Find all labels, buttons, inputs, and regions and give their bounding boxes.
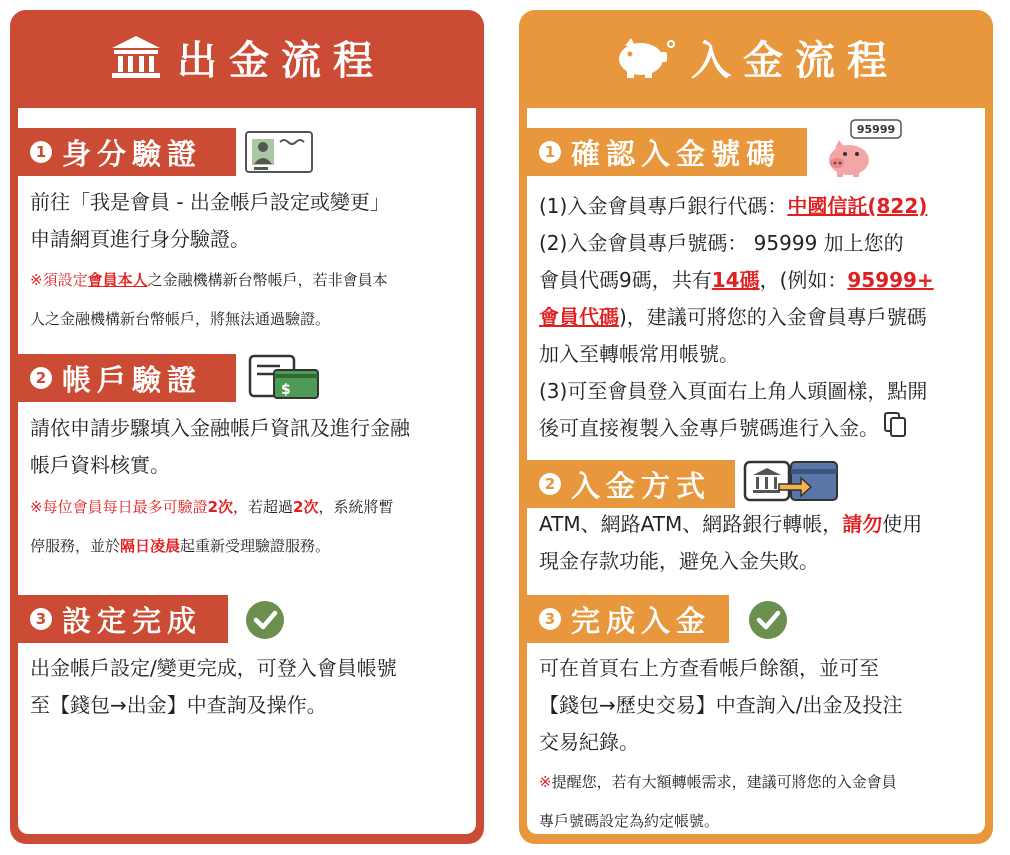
withdrawal-title: 出金流程	[177, 37, 385, 84]
example-highlight: 95999+	[847, 268, 934, 292]
text-line: 交易紀錄。	[539, 730, 639, 754]
text-line: 帳戶資料核實。	[30, 453, 170, 477]
bank-code-highlight: 中國信託(822)	[787, 194, 928, 218]
note-text: 停服務，並於	[30, 537, 121, 555]
note-line	[539, 763, 975, 802]
text-line: 現金存款功能，避免入金失敗。	[539, 549, 819, 573]
step-number: 2	[539, 473, 561, 495]
text: ATM、網路ATM、網路銀行轉帳，	[539, 512, 843, 536]
bank-statement-icon	[248, 354, 320, 406]
text-line: 出金帳戶設定/變更完成，可登入會員帳號	[30, 656, 397, 680]
step-3-description	[539, 650, 975, 761]
note-highlight: 隔日凌晨	[120, 537, 181, 555]
deposit-flow-panel	[519, 10, 993, 844]
step-2-description	[539, 506, 975, 580]
withdrawal-header	[10, 10, 484, 104]
note-line	[30, 488, 466, 527]
text-line	[539, 299, 975, 336]
text: ，(例如：	[759, 268, 848, 292]
id-card-icon	[244, 130, 314, 180]
example-highlight: 會員代碼	[539, 305, 619, 329]
text-line: (2)入金會員專戶號碼： 95999 加上您的	[539, 231, 904, 255]
text-line	[539, 262, 975, 299]
bank-transfer-icon	[743, 458, 839, 510]
text: )，建議可將您的入金會員專戶號碼	[619, 305, 927, 329]
piggy-number-icon	[815, 118, 905, 182]
note-line	[30, 261, 466, 300]
text-line: 請依申請步驟填入金融帳戶資訊及進行金融	[30, 416, 410, 440]
step-1-description	[539, 188, 975, 449]
text-line: 可在首頁右上方查看帳戶餘額，並可至	[539, 656, 879, 680]
step-label: 確認入金號碼	[571, 136, 782, 171]
step-3-note	[539, 763, 975, 841]
text-line	[539, 506, 975, 543]
svg-text:$: $	[281, 382, 291, 398]
check-circle-icon	[747, 599, 789, 645]
withdrawal-body	[18, 108, 476, 834]
step-1-description	[30, 184, 466, 258]
text-line: 前往「我是會員 - 出金帳戶設定或變更」	[30, 190, 390, 214]
note-text: ，系統將暫	[318, 498, 394, 516]
note-mark: ※每位會員每日最多可驗證	[30, 498, 208, 516]
text-line: (3)可至會員登入頁面右上角人頭圖樣，點開	[539, 379, 928, 403]
text: 使用	[882, 512, 923, 536]
step-label: 設定完成	[62, 603, 203, 638]
digits-highlight: 14碼	[711, 268, 760, 292]
note-highlight: 會員本人	[87, 271, 148, 289]
step-2-tag	[18, 354, 236, 402]
step-label: 完成入金	[571, 603, 712, 638]
bank-icon	[109, 34, 163, 80]
text-line	[539, 410, 975, 449]
step-number: 1	[30, 141, 52, 163]
step-label: 帳戶驗證	[62, 362, 203, 397]
text-line: 申請網頁進行身分驗證。	[30, 227, 250, 251]
note-text: 起重新受理驗證服務。	[180, 537, 331, 555]
text: 會員代碼9碼，共有	[539, 268, 712, 292]
note-mark: ※	[539, 773, 552, 791]
note-line: 專戶號碼設定為約定帳號。	[539, 812, 720, 830]
step-1-note	[30, 261, 466, 339]
step-2-note	[30, 488, 466, 566]
step-1-tag	[527, 128, 807, 176]
check-circle-icon	[244, 599, 286, 645]
deposit-body	[527, 108, 985, 834]
warning-highlight: 請勿	[842, 512, 883, 536]
number-badge: 95999	[856, 122, 896, 136]
step-number: 2	[30, 367, 52, 389]
step-2-tag	[527, 460, 735, 508]
copy-icon	[883, 411, 907, 449]
step-3-tag	[18, 595, 228, 643]
step-1-tag	[18, 128, 236, 176]
piggy-bank-icon	[613, 34, 677, 80]
step-2-description	[30, 410, 466, 484]
note-mark: ※須設定	[30, 271, 88, 289]
note-text: ，若超過	[233, 498, 294, 516]
step-label: 入金方式	[571, 468, 712, 503]
text-line: 【錢包→歷史交易】中查詢入/出金及投注	[539, 693, 903, 717]
note-text: 提醒您，若有大額轉帳需求，建議可將您的入金會員	[551, 773, 897, 791]
deposit-title: 入金流程	[691, 37, 899, 84]
step-3-tag	[527, 595, 729, 643]
note-line: 人之金融機構新台幣帳戶，將無法通過驗證。	[30, 310, 331, 328]
note-text: 之金融機構新台幣帳戶，若非會員本	[147, 271, 388, 289]
deposit-header	[519, 10, 993, 104]
note-highlight: 2次	[207, 498, 234, 516]
step-number: 3	[30, 608, 52, 630]
step-3-description	[30, 650, 466, 724]
note-highlight: 2次	[293, 498, 319, 516]
text-line: 加入至轉帳常用帳號。	[539, 342, 739, 366]
step-number: 3	[539, 608, 561, 630]
withdrawal-flow-panel	[10, 10, 484, 844]
note-line	[30, 527, 466, 566]
text-line: 至【錢包→出金】中查詢及操作。	[30, 693, 327, 717]
step-number: 1	[539, 141, 561, 163]
text: (1)入金會員專戶銀行代碼：	[539, 194, 788, 218]
text: 後可直接複製入金專戶號碼進行入金。	[539, 416, 879, 440]
text-line	[539, 188, 975, 225]
step-label: 身分驗證	[62, 136, 203, 171]
